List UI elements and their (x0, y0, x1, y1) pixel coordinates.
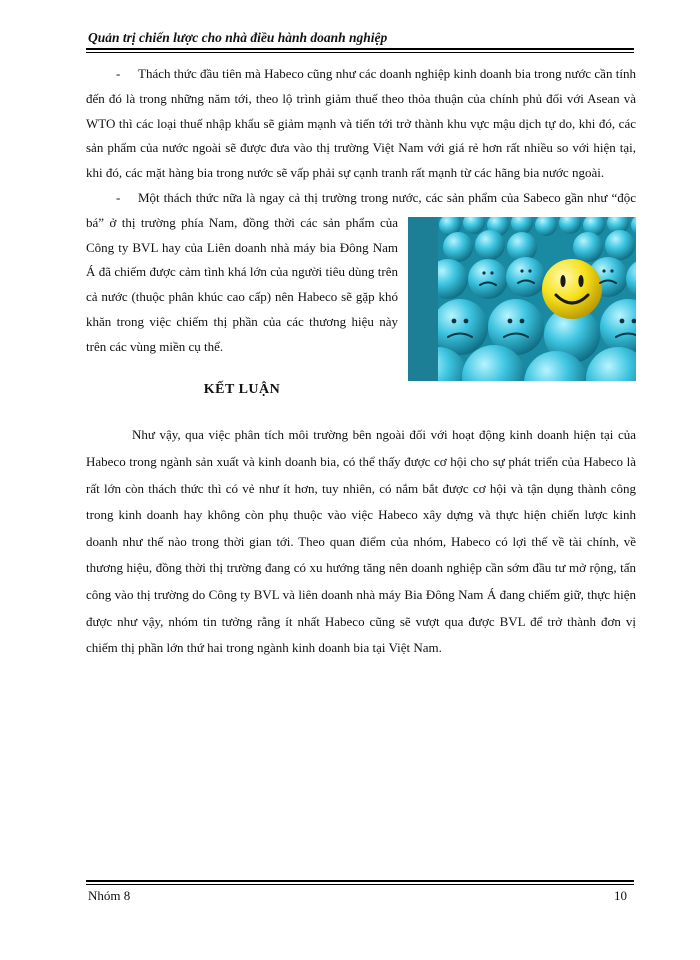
bullet-paragraph-1 (86, 62, 636, 186)
smiley-balls-svg (438, 217, 636, 381)
bullet-paragraph-2 (86, 186, 636, 360)
bullet-dash: - (116, 189, 121, 205)
bullet-text-2-start: Một thách thức nữa là ngay cả thị trường trong nước, các sản phẩm của Sabeco gần như (138, 189, 612, 205)
header-rule (86, 48, 634, 50)
page-content (86, 62, 636, 662)
footer-group-label: Nhóm 8 (88, 888, 131, 903)
section-title: KẾT LUẬN (203, 381, 281, 397)
bullet-text-2-rest: “độc bá” ở thị trường phía Nam, đồng thời các sản phẩm của Công ty BVL hay của Liên doanh nhà máy bia Đông Nam Á đã chiếm được cảm tình khá lớn của người tiêu dùng trên cả nước (thuộc phân khúc cao cấp) nên Habeco sẽ gặp khó khăn trong việc chiếm thị phần của các thương hiệu này trên các vùng miền cụ thể. (86, 189, 636, 354)
header-rule-thin (86, 52, 634, 53)
footer-page-number: 10 (614, 888, 627, 903)
smiley-balls-image (408, 217, 636, 381)
conclusion-paragraph: Như vậy, qua việc phân tích môi trường bên ngoài đối với hoạt động kinh doanh hiện tại của Habeco trong ngành sản xuất và kinh doanh bia, có thể thấy được cơ hội cho sự phát triển của Habeco là rất lớn còn thách thức thì có vẻ như ít hơn, tuy nhiên, có nắm bắt được cơ hội và tận dụng thành công trong kinh doanh hay không còn phụ thuộc vào việc Habeco xây dựng và thực hiện chiến lược kinh doanh như thế nào trong thời gian tới. Theo quan điểm của nhóm, Habeco có lợi thế về tài chính, về thương hiệu, đồng thời thị trường đang có xu hướng tăng nên doanh nghiệp cần sớm đầu tư mở rộng, tấn công vào thị trường do Công ty BVL và liên doanh nhà máy Bia Đông Nam Á đang chiếm giữ, thực hiện được như vậy, nhóm tin tưởng rằng ít nhất Habeco cũng sẽ vượt qua được BVL để trở thành đơn vị chiếm thị phần lớn thứ hai trong ngành kinh doanh bia tại Việt Nam. (86, 427, 636, 656)
bullet-text-1: Thách thức đầu tiên mà Habeco cũng như các doanh nghiệp kinh doanh bia trong nước cần tính đến đó là trong những năm tới, theo lộ trình giảm thuế theo thỏa thuận của chính phủ đối với Asean và WTO thì các loại thuế nhập khẩu sẽ giảm mạnh và tiến tới trở thành khu vực mậu dịch tự do, khi đó, các sản phẩm của nước ngoài sẽ được đưa vào thị trường Việt Nam với giá rẻ hơn rất nhiều so với hiện tại, khi đó, các mặt hàng bia trong nước sẽ vấp phải sự cạnh tranh rất mạnh từ các hãng bia nước ngoài. (86, 66, 636, 181)
footer-rule (86, 880, 634, 882)
page-header-title: Quản trị chiến lược cho nhà điều hành doanh nghiệp (88, 30, 388, 45)
bullet-dash: - (116, 66, 121, 81)
footer-rule-thin (86, 884, 634, 885)
